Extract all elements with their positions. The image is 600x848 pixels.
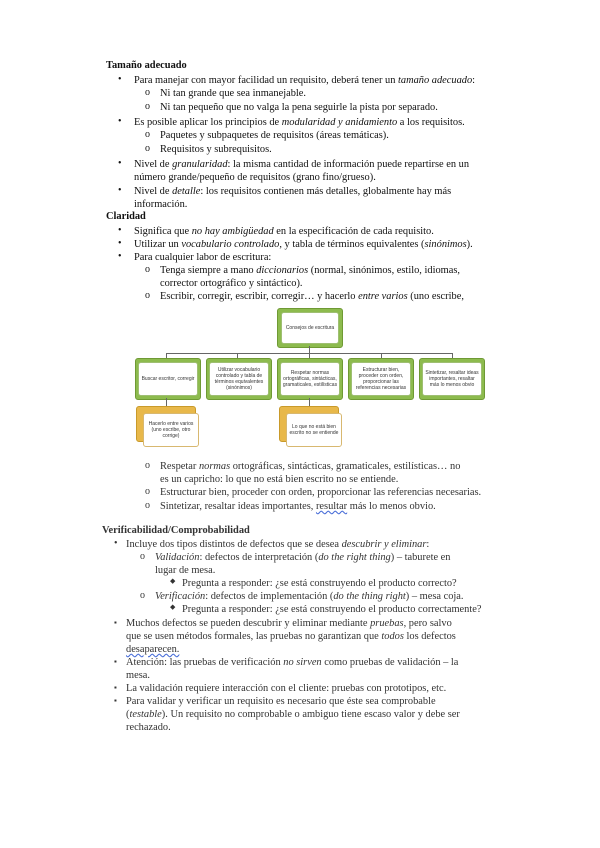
claridad-item-2: Utilizar un vocabulario controlado, y tabla de términos equivalentes (sinónimos). bbox=[134, 239, 473, 250]
bullet: o bbox=[145, 101, 150, 112]
bullet: • bbox=[114, 538, 118, 549]
bullet: ▪ bbox=[114, 696, 117, 705]
diagram-child-5: Sintetizar, resaltar ideas importantes, resaltar más lo menos obvio bbox=[419, 358, 485, 400]
bullet: o bbox=[145, 87, 150, 98]
verif-item-5-cont: (testable). Un requisito no comprobable o ambiguo tiene escaso valor y debe ser bbox=[126, 709, 460, 720]
bullet: o bbox=[145, 486, 150, 497]
tamano-item-1-1: Ni tan grande que sea inmanejable. bbox=[160, 88, 306, 99]
diagram-child-1: Buscar escritor, corregir bbox=[135, 358, 201, 400]
connector bbox=[166, 398, 167, 406]
bullet: o bbox=[145, 143, 150, 154]
bullet: • bbox=[118, 116, 122, 127]
diagram-sub-2: Lo que no está bien escrito no se entiende bbox=[279, 406, 339, 442]
bullet: o bbox=[145, 500, 150, 511]
claridad-after-2: Estructurar bien, proceder con orden, proporcionar las referencias necesarias. bbox=[160, 487, 482, 498]
writing-tips-diagram bbox=[130, 306, 480, 456]
claridad-after-3: Sintetizar, resaltar ideas importantes, resultar más lo menos obvio. bbox=[160, 501, 436, 512]
diagram-root: Consejos de escritura bbox=[277, 308, 343, 348]
verif-validacion-question: Pregunta a responder: ¿se está construyendo el producto correcto? bbox=[182, 578, 457, 589]
verif-item-3: Atención: las pruebas de verificación no sirven como pruebas de validación – la bbox=[126, 657, 459, 668]
connector bbox=[309, 346, 310, 353]
connector bbox=[309, 398, 310, 406]
bullet: o bbox=[140, 590, 145, 601]
diagram-child-4: Estructurar bien, proceder con orden, proporcionar las referencias necesarias bbox=[348, 358, 414, 400]
heading-claridad: Claridad bbox=[106, 211, 146, 222]
verif-validacion-cont: lugar de mesa. bbox=[155, 565, 216, 576]
bullet: • bbox=[118, 251, 122, 262]
claridad-item-3: Para cualquier labor de escritura: bbox=[134, 252, 272, 263]
diagram-child-3: Respetar normas ortográficas, sintácticas, gramaticales, estilísticas bbox=[277, 358, 343, 400]
bullet: ▪ bbox=[114, 618, 117, 627]
diagram-sub-1: Hacerlo entre varios (uno escribe, otro corrige) bbox=[136, 406, 196, 442]
tamano-item-4: Nivel de detalle: los requisitos contienen más detalles, globalmente hay más bbox=[134, 186, 452, 197]
bullet: o bbox=[145, 290, 150, 301]
diagram-child-2: Utilizar vocabulario controlado y tabla de términos equivalentes (sinónimos) bbox=[206, 358, 272, 400]
verif-item-5: Para validar y verificar un requisito es necesario que éste sea comprobable bbox=[126, 696, 436, 707]
claridad-after-1: Respetar normas ortográficas, sintácticas, gramaticales, estilísticas… no bbox=[160, 461, 461, 472]
verif-verificacion-question: Pregunta a responder: ¿se está construyendo el producto correctamente? bbox=[182, 604, 482, 615]
tamano-item-1: Para manejar con mayor facilidad un requisito, deberá tener un tamaño adecuado: bbox=[134, 75, 476, 86]
bullet: ▪ bbox=[114, 683, 117, 692]
claridad-item-1: Significa que no hay ambigüedad en la especificación de cada requisito. bbox=[134, 226, 434, 237]
tamano-item-3: Nivel de granularidad: la misma cantidad de información puede repartirse en un bbox=[134, 159, 470, 170]
bullet: • bbox=[118, 185, 122, 196]
tamano-item-3-cont: número grande/pequeño de requisitos (grano fino/grueso). bbox=[134, 172, 376, 183]
bullet: o bbox=[145, 129, 150, 140]
heading-tamano: Tamaño adecuado bbox=[106, 60, 187, 71]
verif-item-3-cont: mesa. bbox=[126, 670, 150, 681]
tamano-item-2-2: Requisitos y subrequisitos. bbox=[160, 144, 272, 155]
verif-item-1: Incluye dos tipos distintos de defectos que se desea descubrir y eliminar: bbox=[126, 539, 430, 550]
bullet: o bbox=[145, 460, 150, 471]
verif-validacion: Validación: defectos de interpretación (do the right thing) – taburete en bbox=[155, 552, 451, 563]
verif-item-2-cont2: desaparecen. bbox=[126, 644, 180, 655]
claridad-item-3-2: Escribir, corregir, escribir, corregir… y hacerlo entre varios (uno escribe, bbox=[160, 291, 464, 302]
bullet: o bbox=[140, 551, 145, 562]
bullet: ▪ bbox=[114, 657, 117, 666]
verif-item-2-cont: que se usen métodos formales, las pruebas no garantizan que todos los defectos bbox=[126, 631, 456, 642]
bullet: ◆ bbox=[170, 603, 176, 611]
tamano-item-1-2: Ni tan pequeño que no valga la pena seguirle la pista por separado. bbox=[160, 102, 438, 113]
tamano-item-2: Es posible aplicar los principios de modularidad y anidamiento a los requisitos. bbox=[134, 117, 465, 128]
verif-verificacion: Verificación: defectos de implementación (do the thing right) – mesa coja. bbox=[155, 591, 464, 602]
claridad-item-3-1-cont: corrector ortográfico y sintáctico). bbox=[160, 278, 303, 289]
verif-item-2: Muchos defectos se pueden descubrir y eliminar mediante pruebas, pero salvo bbox=[126, 618, 452, 629]
verif-item-4: La validación requiere interacción con el cliente: pruebas con prototipos, etc. bbox=[126, 683, 447, 694]
heading-verificabilidad: Verificabilidad/Comprobabilidad bbox=[102, 525, 250, 536]
verif-item-5-cont2: rechazado. bbox=[126, 722, 171, 733]
bullet: • bbox=[118, 74, 122, 85]
tamano-item-4-cont: información. bbox=[134, 199, 188, 210]
bullet: • bbox=[118, 238, 122, 249]
claridad-after-1-cont: es un capricho: lo que no está bien escrito no se entiende. bbox=[160, 474, 399, 485]
bullet: • bbox=[118, 158, 122, 169]
bullet: o bbox=[145, 264, 150, 275]
bullet: ◆ bbox=[170, 577, 176, 585]
claridad-item-3-1: Tenga siempre a mano diccionarios (normal, sinónimos, estilo, idiomas, bbox=[160, 265, 460, 276]
bullet: • bbox=[118, 225, 122, 236]
tamano-item-2-1: Paquetes y subpaquetes de requisitos (áreas temáticas). bbox=[160, 130, 389, 141]
